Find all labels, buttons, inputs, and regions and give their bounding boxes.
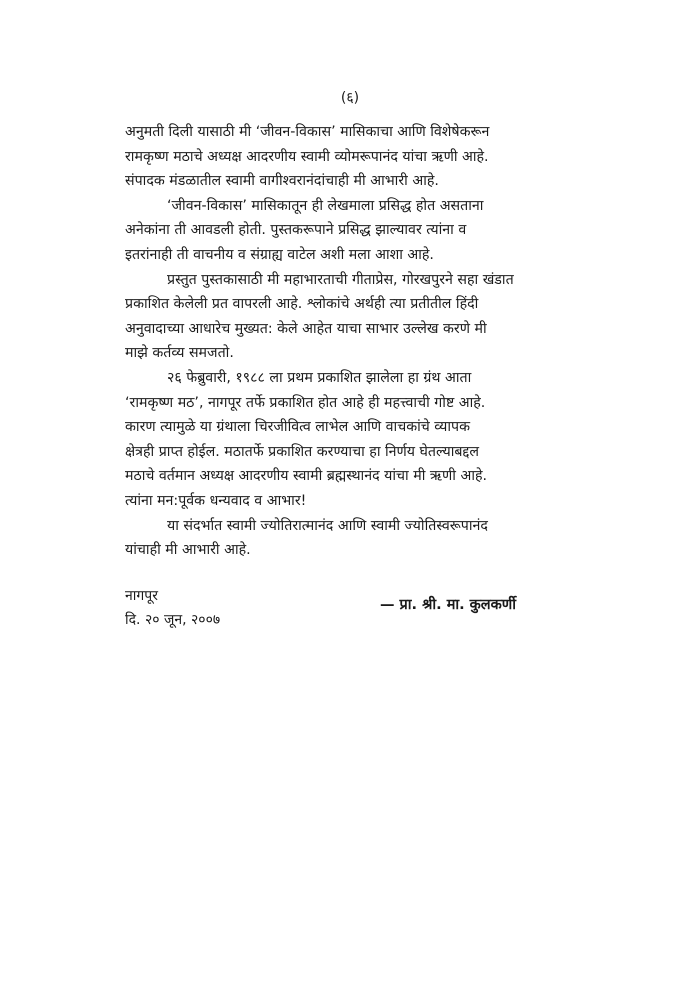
text-line: मठाचे वर्तमान अध्यक्ष आदरणीय स्वामी ब्रह्मस्थानंद यांचा मी ऋणी आहे. — [125, 468, 487, 485]
text-line: माझे कर्तव्य समजतो. — [125, 345, 234, 362]
text-line: कारण त्यामुळे या ग्रंथाला चिरजीवित्व लाभेल आणि वाचकांचे व्यापक — [125, 419, 471, 436]
text-line: प्रकाशित केलेली प्रत वापरली आहे. श्लोकांचे अर्थही त्या प्रतीतील हिंदी — [125, 296, 479, 313]
text-line: संपादक मंडळातील स्वामी वागीश्वरानंदांचाही मी आभारी आहे. — [125, 173, 439, 190]
text-line: अनेकांना ती आवडली होती. पुस्तकरूपाने प्रसिद्ध झाल्यावर त्यांना व — [125, 222, 467, 239]
text-line: २६ फेब्रुवारी, १९८८ ला प्रथम प्रकाशित झालेला हा ग्रंथ आता — [167, 369, 472, 386]
text-line: अनुवादाच्या आधारेच मुख्यत: केले आहेत याचा साभार उल्लेख करणे मी — [125, 320, 487, 337]
page-number: (६) — [340, 90, 360, 106]
text-line: त्यांना मन:पूर्वक धन्यवाद व आभार! — [125, 492, 307, 509]
date: दि. २० जून, २००७ — [125, 612, 221, 628]
text-line: ‘जीवन-विकास’ मासिकातून ही लेखमाला प्रसिद्ध होत असताना — [167, 197, 484, 214]
text-line: इतरांनाही ती वाचनीय व संग्राह्य वाटेल अशी मला आशा आहे. — [125, 246, 434, 263]
text-line: क्षेत्रही प्राप्त होईल. मठातर्फे प्रकाशित करण्याचा हा निर्णय घेतल्याबद्दल — [125, 443, 479, 460]
body-text — [125, 120, 575, 563]
paragraph — [125, 268, 575, 366]
place: नागपूर — [125, 588, 158, 604]
text-line: अनुमती दिली यासाठी मी ‘जीवन-विकास’ मासिकाचा आणि विशेषेकरून — [125, 124, 490, 140]
text-line: यांचाही मी आभारी आहे. — [125, 542, 251, 559]
text-line: प्रस्तुत पुस्तकासाठी मी महाभारताची गीताप्रेस, गोरखपुरने सहा खंडात — [167, 271, 514, 288]
paragraph — [125, 120, 575, 194]
signature: — प्रा. श्री. मा. कुलकर्णी — [380, 597, 517, 613]
text-line: या संदर्भात स्वामी ज्योतिरात्मानंद आणि स्वामी ज्योतिस्वरूपानंद — [167, 517, 488, 534]
paragraph — [125, 366, 575, 514]
text-line: ‘रामकृष्ण मठ’, नागपूर तर्फे प्रकाशित होत आहे ही महत्त्वाची गोष्ट आहे. — [125, 394, 486, 411]
paragraph — [125, 514, 575, 563]
paragraph — [125, 194, 575, 268]
text-line: रामकृष्ण मठाचे अध्यक्ष आदरणीय स्वामी व्योमरूपानंद यांचा ऋणी आहे. — [125, 148, 489, 165]
